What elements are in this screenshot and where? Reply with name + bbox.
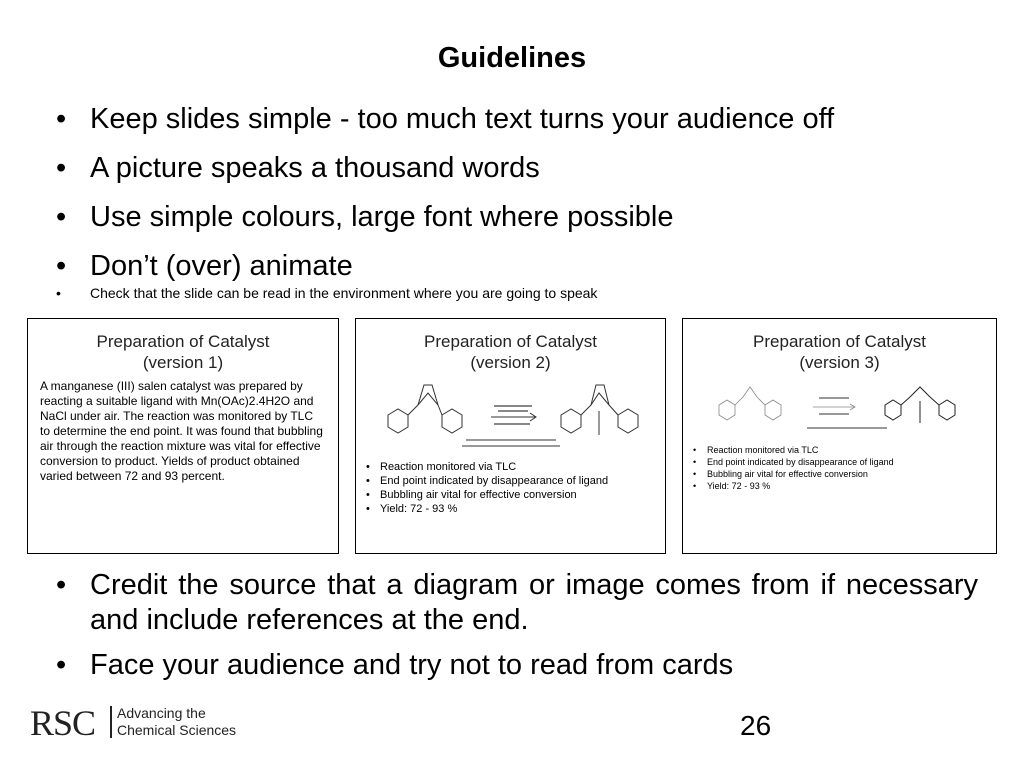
list-item: • End point indicated by disappearance of ligand	[691, 457, 996, 467]
bullet-item	[56, 200, 978, 235]
logo-divider	[110, 706, 112, 738]
list-item: • Yield: 72 - 93 %	[691, 481, 996, 491]
bullet-text: Credit the source that a diagram or image comes from if necessary and include references at the end.	[90, 569, 978, 636]
bullet-item-small	[56, 284, 978, 302]
bullet-text: Check that the slide can be read in the environment where you are going to speak	[90, 285, 598, 301]
bullet-item	[56, 151, 978, 186]
thumbnail-points-list	[691, 445, 996, 491]
bullet-item	[56, 568, 978, 638]
thumbnail-title-line2: (version 1)	[142, 353, 224, 372]
slide-title: Guidelines	[437, 42, 587, 74]
bullet-text: A picture speaks a thousand words	[90, 152, 540, 184]
thumbnail-title	[28, 331, 338, 373]
list-item: • Reaction monitored via TLC	[364, 461, 665, 473]
bullet-marker: •	[56, 649, 67, 681]
bullet-item	[56, 249, 978, 284]
reaction-scheme-diagram	[366, 375, 656, 453]
thumbnail-title-line2: (version 2)	[470, 353, 551, 372]
thumbnail-title-line2: (version 3)	[799, 353, 880, 372]
thumbnail-version-3	[682, 318, 997, 554]
logo-tagline-line2: Chemical Sciences	[117, 722, 237, 738]
list-item: • Bubbling air vital for effective conversion	[364, 489, 665, 501]
list-item: • End point indicated by disappearance of ligand	[364, 475, 665, 487]
bullet-item	[56, 648, 978, 683]
thumbnail-title	[683, 331, 996, 373]
rsc-logo-tagline	[117, 705, 236, 739]
bullet-marker: •	[56, 569, 67, 601]
bullet-text: Use simple colours, large font where possible	[90, 201, 674, 233]
reaction-scheme-diagram	[695, 375, 985, 437]
bullet-marker: •	[56, 285, 61, 301]
thumbnail-version-1	[27, 318, 339, 554]
bullet-text: Keep slides simple - too much text turns your audience off	[90, 103, 835, 135]
rsc-logo-mark: RSC	[30, 703, 96, 743]
thumbnail-points-list	[364, 461, 665, 515]
logo-tagline-line1: Advancing the	[117, 705, 206, 721]
list-item: • Reaction monitored via TLC	[691, 445, 996, 455]
bullet-marker: •	[56, 201, 67, 233]
top-bullet-list	[56, 102, 978, 316]
list-item: • Yield: 72 - 93 %	[364, 503, 665, 515]
thumbnail-version-2	[355, 318, 666, 554]
thumbnail-title-line1: Preparation of Catalyst	[424, 332, 597, 351]
thumbnail-title-line1: Preparation of Catalyst	[753, 332, 926, 351]
bullet-marker: •	[56, 103, 67, 135]
thumbnail-body-text: A manganese (III) salen catalyst was prepared by reacting a suitable ligand with Mn(OAc)2.4H2O and NaCl under air. The reaction was monitored by TLC to determine the end point. It was found that bubbling air through the reaction mixture was vital for effective conversion to product. Yields of product obtained varied between 72 and 93 percent.	[40, 379, 323, 483]
bottom-bullet-list	[56, 568, 978, 693]
bullet-text: Face your audience and try not to read from cards	[90, 649, 734, 681]
thumbnail-title-line1: Preparation of Catalyst	[96, 332, 270, 351]
bullet-text: Don’t (over) animate	[90, 250, 353, 282]
bullet-marker: •	[56, 152, 67, 184]
bullet-item	[56, 102, 978, 137]
page-number: 26	[740, 710, 772, 741]
bullet-marker: •	[56, 250, 67, 282]
list-item: • Bubbling air vital for effective conversion	[691, 469, 996, 479]
thumbnail-title	[356, 331, 665, 373]
